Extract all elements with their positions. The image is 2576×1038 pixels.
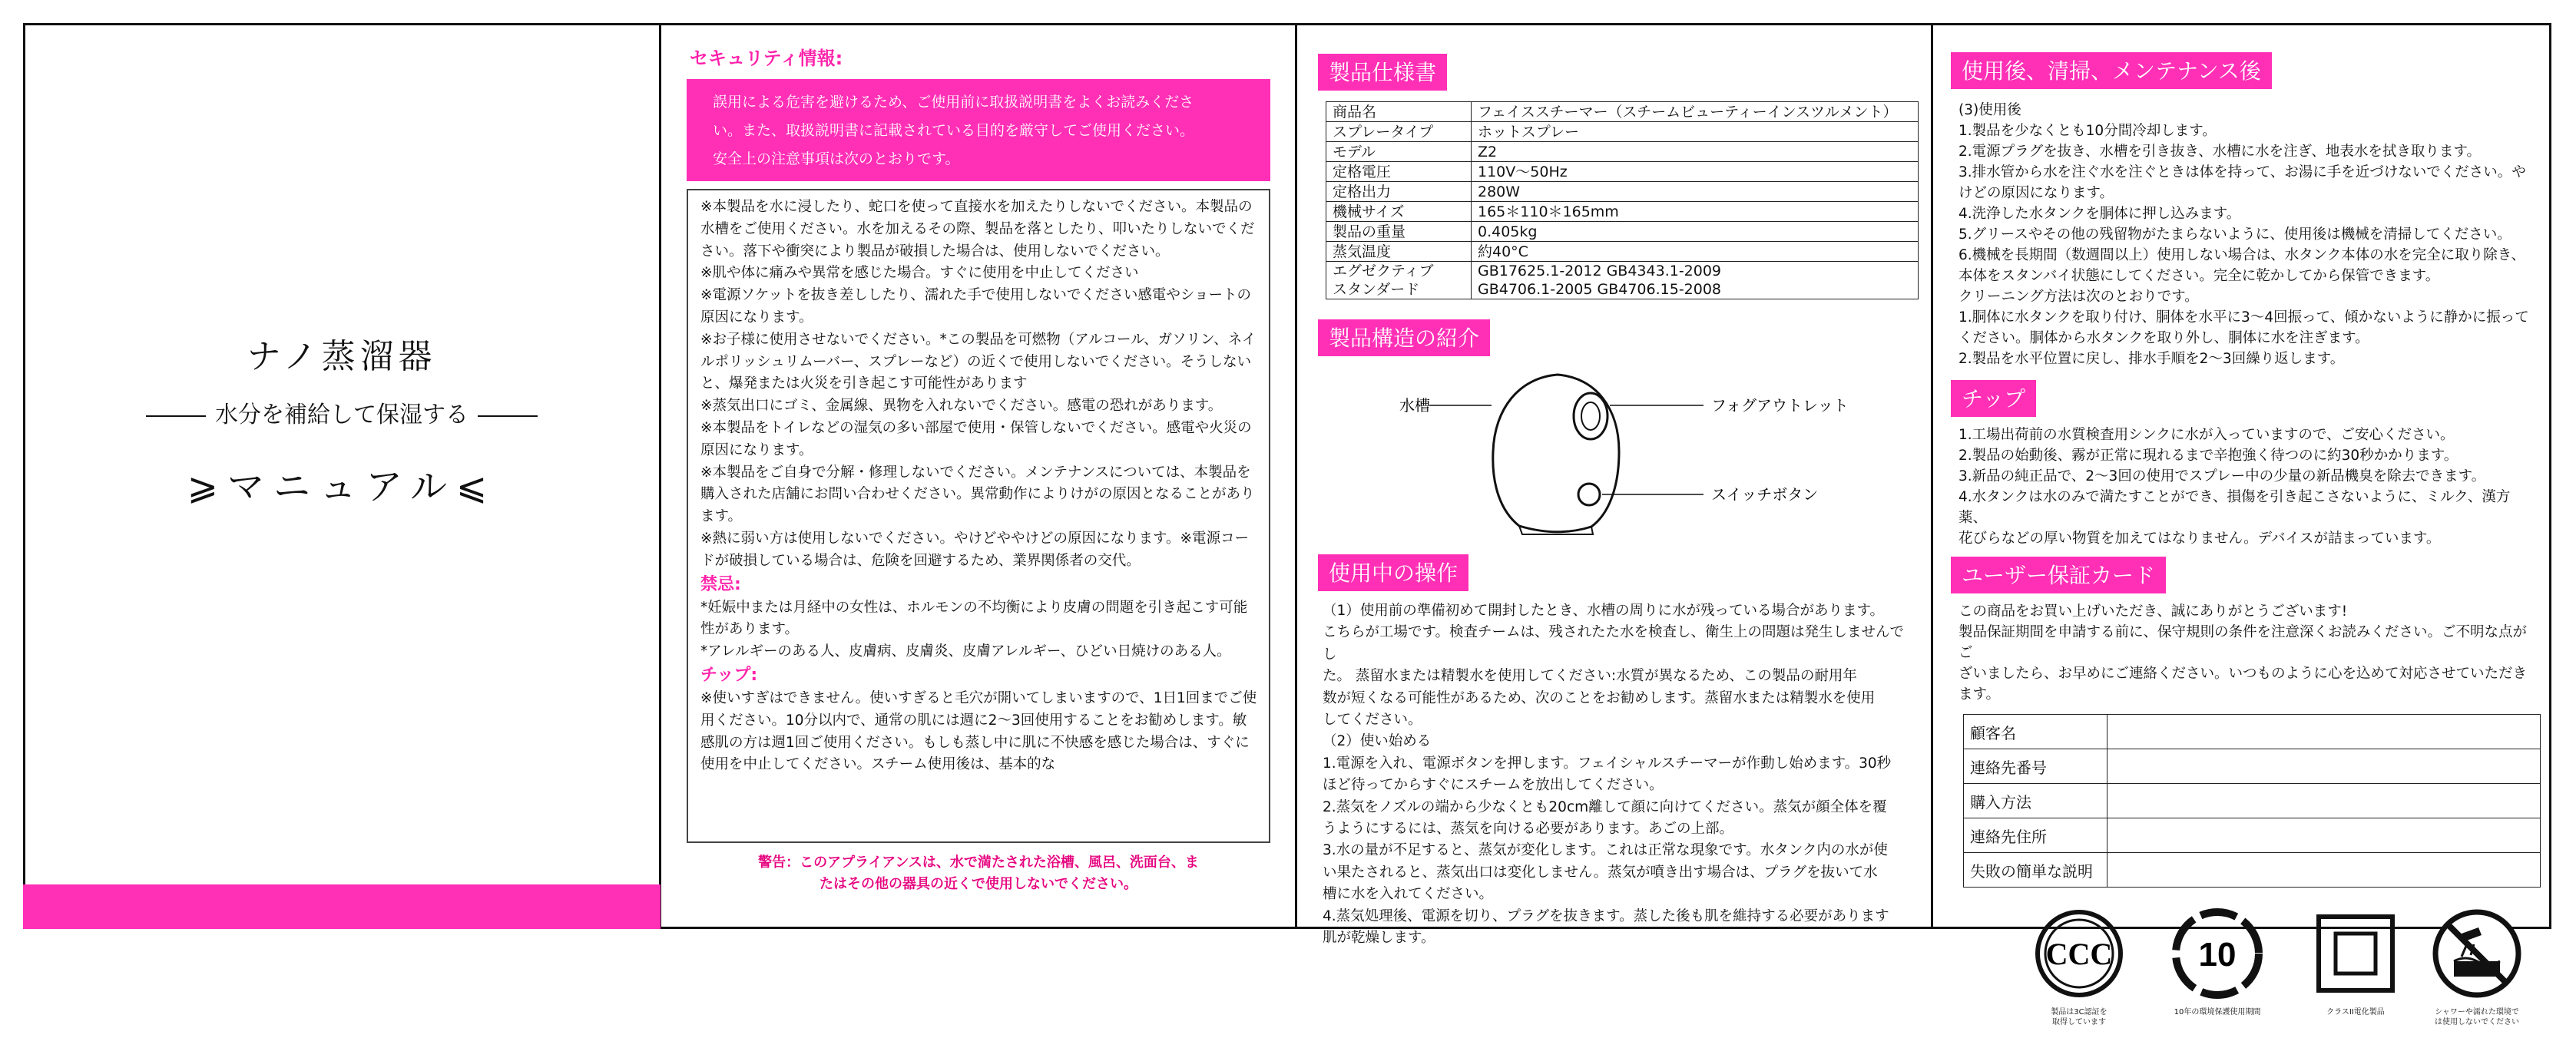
maintenance-title: 使用後、清掃、メンテナンス後 bbox=[1951, 52, 2272, 89]
forbidden-item: *アレルギーのある人、皮膚病、皮膚炎、皮膚アレルギー、ひどい日焼けのある人。 bbox=[700, 643, 1231, 660]
spec-key: モデル bbox=[1326, 142, 1472, 162]
spec-value-line: GB4706.1-2005 GB4706.15-2008 bbox=[1478, 281, 1722, 298]
spec-title: 製品仕様書 bbox=[1318, 54, 1447, 91]
structure-diagram bbox=[1318, 361, 1911, 545]
maintenance-line: (3)使用後 bbox=[1958, 102, 2021, 118]
spec-key-line: スタンダード bbox=[1333, 281, 1420, 298]
forbidden-item: *妊娠中または月経中の女性は、ホルモンの不均衡により皮膚の問題を引き起こす可能性があります。 bbox=[700, 599, 1248, 638]
cover-subtitle-text: 水分を補給して保湿する bbox=[215, 402, 469, 428]
spec-key: 定格出力 bbox=[1326, 182, 1472, 202]
table-row bbox=[1964, 715, 2541, 749]
operation-line: 1.電源を入れ、電源ボタンを押します。フェイシャルスチーマーが作動し始めます。30秒 bbox=[1323, 755, 1892, 772]
table-row bbox=[1326, 162, 1919, 182]
warranty-line: ざいましたら、お早めにご連絡ください。いつものように心を込めて対応させていただきます。 bbox=[1958, 666, 2528, 702]
chip-line: 花びらなどの厚い物質を加えてはなりません。デバイスが詰まっています。 bbox=[1958, 531, 2441, 547]
caption-line: 取得しています bbox=[2052, 1018, 2106, 1026]
spec-value: 約40°C bbox=[1472, 242, 1919, 262]
cover-accent-bar bbox=[23, 884, 661, 929]
spec-key: 商品名 bbox=[1326, 102, 1472, 122]
spec-value: Z2 bbox=[1472, 142, 1919, 162]
tips-item: ※使いすぎはできません。使いすぎると毛穴が開いてしまいますので、1日1回までご使用ください。10分以内で、通常の肌には週に2〜3回使用することをお勧めします。敏感肌の方は週1回ご使用ください。もしも蒸し中に肌に不快感を感じた場合は、すぐに使用を中止してください。スチーム使用後は、基本的な bbox=[700, 689, 1257, 773]
table-row bbox=[1326, 242, 1919, 262]
note-item: ※電源ソケットを抜き差ししたり、濡れた手で使用しないでください感電やショートの原因になります。 bbox=[700, 287, 1252, 326]
field-label: 顧客名 bbox=[1964, 715, 2107, 749]
ten-year-icon bbox=[2171, 907, 2263, 1000]
operation-line: 肌が乾燥します。 bbox=[1323, 930, 1435, 947]
spec-key: 蒸気温度 bbox=[1326, 242, 1472, 262]
class2-cert bbox=[2290, 907, 2421, 1017]
decor-line bbox=[146, 415, 206, 417]
field-label: 連絡先番号 bbox=[1964, 749, 2107, 784]
label-fog-outlet: フォグアウトレット bbox=[1711, 398, 1849, 415]
note-item: ※熱に弱い方は使用しないでください。やけどややけどの原因になります。※電源コードが破損している場合は、危険を回避するため、業界関係者の交代。 bbox=[700, 530, 1250, 569]
ten-year-cert bbox=[2152, 907, 2283, 1017]
spec-key-line: エグゼクティブ bbox=[1333, 263, 1434, 279]
decor-line bbox=[478, 415, 538, 417]
class2-icon bbox=[2309, 907, 2402, 1000]
field-input-cell[interactable] bbox=[2107, 853, 2541, 888]
chip-line: 3.新品の純正品で、2〜3回の使用でスプレー中の少量の新品機臭を除去できます。 bbox=[1958, 468, 2486, 484]
intro-line: い。また、取扱説明書に記載されている目的を厳守してご使用ください。 bbox=[713, 122, 1195, 139]
maintenance-line: ください。胴体から水タンクを取り外し、胴体に水を注ぎます。 bbox=[1958, 330, 2369, 346]
field-label: 購入方法 bbox=[1964, 784, 2107, 818]
field-input-cell[interactable] bbox=[2107, 749, 2541, 784]
spec-panel bbox=[1296, 23, 1932, 947]
class2-caption: クラスII電化製品 bbox=[2326, 1008, 2385, 1017]
spec-value-line: GB17625.1-2012 GB4343.1-2009 bbox=[1478, 263, 1722, 279]
security-intro-box bbox=[687, 79, 1270, 181]
maintenance-line: クリーニング方法は次のとおりです。 bbox=[1958, 289, 2199, 305]
note-item: ※本製品を水に浸したり、蛇口を使って直接水を加えたりしないでください。本製品の水槽をご使用ください。水を加えるその際、製品を落としたり、叩いたりしないでください。落下や衝突により製品が破損した場合は、使用しないでください。 bbox=[700, 199, 1255, 260]
label-tank: 水槽 bbox=[1399, 398, 1430, 415]
spec-value: ホットスプレー bbox=[1472, 122, 1919, 142]
warning-text bbox=[687, 852, 1270, 895]
ccc-cert bbox=[2014, 907, 2144, 1027]
ccc-caption bbox=[2014, 1007, 2144, 1027]
operation-line: 槽に水を入れてください。 bbox=[1323, 886, 1494, 903]
label-switch: スイッチボタン bbox=[1711, 487, 1819, 504]
spec-value: フェイススチーマー（スチームビューティーインスツルメント） bbox=[1472, 102, 1919, 122]
spec-value: 0.405kg bbox=[1472, 222, 1919, 242]
maintenance-line: 5.グリースやその他の残留物がたまらないように、使用後は機械を清掃してください。 bbox=[1958, 226, 2511, 243]
caption-line: は使用しないでください bbox=[2435, 1018, 2519, 1026]
ccc-mark: CCC bbox=[2045, 937, 2113, 971]
operation-line: （1）使用前の準備初めて開封したとき、水槽の周りに水が残っている場合があります。 bbox=[1323, 603, 1885, 619]
operation-line: ほど待ってからすぐにスチームを放出してください。 bbox=[1323, 777, 1664, 794]
intro-line: 安全上の注意事項は次のとおりです。 bbox=[713, 150, 960, 167]
note-item: ※お子様に使用させないでください。*この製品を可燃物（アルコール、ガソリン、ネイルポリッシュリムーバー、スプレーなど）の近くで使用しないでください。そうしないと、爆発または火災を引き起こす可能性があります bbox=[700, 331, 1257, 392]
operation-line: 数が短くなる可能性があるため、次のことをお勧めします。蒸留水または精製水を使用 bbox=[1323, 689, 1876, 706]
cover-title: ナノ蒸溜器 bbox=[247, 337, 437, 376]
spec-key: 製品の重量 bbox=[1326, 222, 1472, 242]
note-item: ※蒸気出口にゴミ、金属線、異物を入れないでください。感電の恐れがあります。 bbox=[700, 398, 1223, 415]
security-notes-box bbox=[687, 189, 1270, 843]
maintenance-line: 2.電源プラグを抜き、水槽を引き抜き、水槽に水を注ぎ、地表水を拭き取ります。 bbox=[1958, 144, 2481, 160]
operation-line: 3.水の量が不足すると、蒸気が変化します。これは正常な現象です。水タンク内の水が使 bbox=[1323, 842, 1888, 859]
warranty-line: この商品をお買い上げいただき、誠にありがとうございます! bbox=[1958, 603, 2348, 620]
note-item: ※本製品をトイレなどの湿気の多い部屋で使用・保管しないでください。感電や火災の原因になります。 bbox=[700, 419, 1252, 458]
no-shower-icon bbox=[2431, 907, 2523, 1000]
maintenance-text bbox=[1951, 100, 2531, 369]
intro-line: 誤用による危害を避けるため、ご使用前に取扱説明書をよくお読みくださ bbox=[713, 94, 1194, 111]
table-row bbox=[1964, 853, 2541, 888]
operation-line: （2）使い始める bbox=[1323, 733, 1432, 750]
field-input-cell[interactable] bbox=[2107, 818, 2541, 853]
operation-title: 使用中の操作 bbox=[1318, 554, 1468, 591]
maintenance-line: 3.排水管から水を注ぐ水を注ぐときは体を持って、お湯に手を近づけないでください。や bbox=[1958, 164, 2526, 180]
warranty-text bbox=[1951, 601, 2531, 705]
tips-title: チップ: bbox=[700, 665, 758, 685]
operation-line: た。 蒸留水または精製水を使用してください:水質が異なるため、この製品の耐用年 bbox=[1323, 668, 1857, 685]
maintenance-line: 6.機械を長期間（数週間以上）使用しない場合は、水タンク本体の水を完全に取り除き、 bbox=[1958, 247, 2526, 263]
field-label: 失敗の簡単な説明 bbox=[1964, 853, 2107, 888]
security-panel bbox=[661, 23, 1296, 929]
security-title: セキュリティ情報: bbox=[690, 48, 843, 69]
operation-line: 2.蒸気をノズルの端から少なくとも20cm離して顔に向けてください。蒸気が顔全体を覆 bbox=[1323, 798, 1887, 815]
table-row bbox=[1964, 749, 2541, 784]
chip-line: 4.水タンクは水のみで満たすことができ、損傷を引き起こさないように、ミルク、漢方薬、 bbox=[1958, 489, 2511, 526]
ten-mark: 10 bbox=[2198, 936, 2237, 974]
table-row bbox=[1326, 222, 1919, 242]
spec-table bbox=[1326, 101, 1919, 299]
cover-subtitle bbox=[23, 395, 661, 429]
operation-line: してください。 bbox=[1323, 712, 1422, 729]
spec-key: 定格電圧 bbox=[1326, 162, 1472, 182]
operation-line: い果たされると、蒸気出口は変化しません。蒸気が噴き出す場合は、プラグを抜いて水 bbox=[1323, 864, 1878, 881]
cover-manual-heading: ⩾マニュアル⩽ bbox=[187, 465, 497, 508]
chip-text bbox=[1951, 425, 2531, 549]
spec-value: 110V〜50Hz bbox=[1472, 162, 1919, 182]
ccc-icon bbox=[2033, 907, 2125, 1000]
warranty-card-table bbox=[1963, 714, 2541, 888]
warning-line: 警告：このアプライアンスは、水で満たされた浴槽、風呂、洗面台、ま bbox=[758, 855, 1199, 871]
no-shower-caption bbox=[2412, 1007, 2542, 1027]
chip-line: 1.工場出荷前の水質検査用シンクに水が入っていますので、ご安心ください。 bbox=[1958, 427, 2455, 443]
spec-key: スプレータイプ bbox=[1326, 122, 1472, 142]
maintenance-line: 本体をスタンバイ状態にしてください。完全に乾かしてから保管できます。 bbox=[1958, 268, 2440, 284]
maintenance-panel bbox=[1932, 23, 2551, 1026]
forbidden-title: 禁忌: bbox=[700, 574, 741, 594]
cover-panel bbox=[23, 23, 661, 929]
no-shower-warning bbox=[2412, 907, 2542, 1027]
note-item: ※肌や体に痛みや異常を感じた場合。すぐに使用を中止してください bbox=[700, 265, 1139, 282]
steamer-illustration bbox=[1318, 361, 1911, 545]
spec-value bbox=[1472, 262, 1919, 299]
operation-text bbox=[1318, 600, 1911, 950]
field-label: 連絡先住所 bbox=[1964, 818, 2107, 853]
operation-line: うようにするには、蒸気を向ける必要があります。あごの上部。 bbox=[1323, 821, 1734, 838]
caption-line: シャワーや濡れた環境で bbox=[2435, 1008, 2519, 1017]
warranty-line: 製品保証期間を申請する前に、保守規則の条件を注意深くお読みください。ご不明な点がご bbox=[1958, 624, 2528, 661]
field-input-cell[interactable] bbox=[2107, 784, 2541, 818]
table-row bbox=[1964, 784, 2541, 818]
table-row bbox=[1326, 102, 1919, 122]
warranty-title: ユーザー保証カード bbox=[1951, 557, 2166, 593]
spec-key: 機械サイズ bbox=[1326, 202, 1472, 222]
maintenance-line: 2.製品を水平位置に戻し、排水手順を2〜3回繰り返します。 bbox=[1958, 351, 2345, 367]
operation-line: 4.蒸気処理後、電源を切り、プラグを抜きます。蒸した後も肌を維持する必要があります bbox=[1323, 907, 1889, 924]
ten-caption: 10年の環境保護使用期間 bbox=[2174, 1008, 2261, 1017]
table-row bbox=[1326, 202, 1919, 222]
table-row bbox=[1964, 818, 2541, 853]
spec-value: 165＊110＊165mm bbox=[1472, 202, 1919, 222]
operation-line: こちらが工場です。検査チームは、残されたた水を検査し、衛生上の問題は発生しませんでし bbox=[1323, 624, 1905, 663]
certification-icons bbox=[1951, 907, 2531, 1038]
maintenance-line: 1.胴体に水タンクを取り付け、胴体を水平に3〜4回振って、傾かないように静かに振って bbox=[1958, 309, 2529, 326]
chip-title: チップ bbox=[1951, 380, 2036, 417]
spec-key bbox=[1326, 262, 1472, 299]
note-item: ※本製品をご自身で分解・修理しないでください。メンテナンスについては、本製品を購入された店舗にお問い合わせください。異常動作によりけがの原因となることがあります。 bbox=[700, 464, 1255, 525]
table-row bbox=[1326, 182, 1919, 202]
maintenance-line: 4.洗浄した水タンクを胴体に押し込みます。 bbox=[1958, 206, 2241, 222]
maintenance-line: けどの原因になります。 bbox=[1958, 185, 2114, 201]
spec-value: 280W bbox=[1472, 182, 1919, 202]
table-row bbox=[1326, 122, 1919, 142]
structure-title: 製品構造の紹介 bbox=[1318, 319, 1490, 356]
maintenance-line: 1.製品を少なくとも10分間冷却します。 bbox=[1958, 123, 2217, 139]
field-input-cell[interactable] bbox=[2107, 715, 2541, 749]
chip-line: 2.製品の始動後、霧が正常に現れるまで辛抱強く待つのに約30秒かかります。 bbox=[1958, 448, 2458, 464]
table-row bbox=[1326, 262, 1919, 299]
warning-line: たはその他の器具の近くで使用しないでください。 bbox=[819, 876, 1137, 892]
table-row bbox=[1326, 142, 1919, 162]
caption-line: 製品は3C認証を bbox=[2051, 1008, 2107, 1017]
